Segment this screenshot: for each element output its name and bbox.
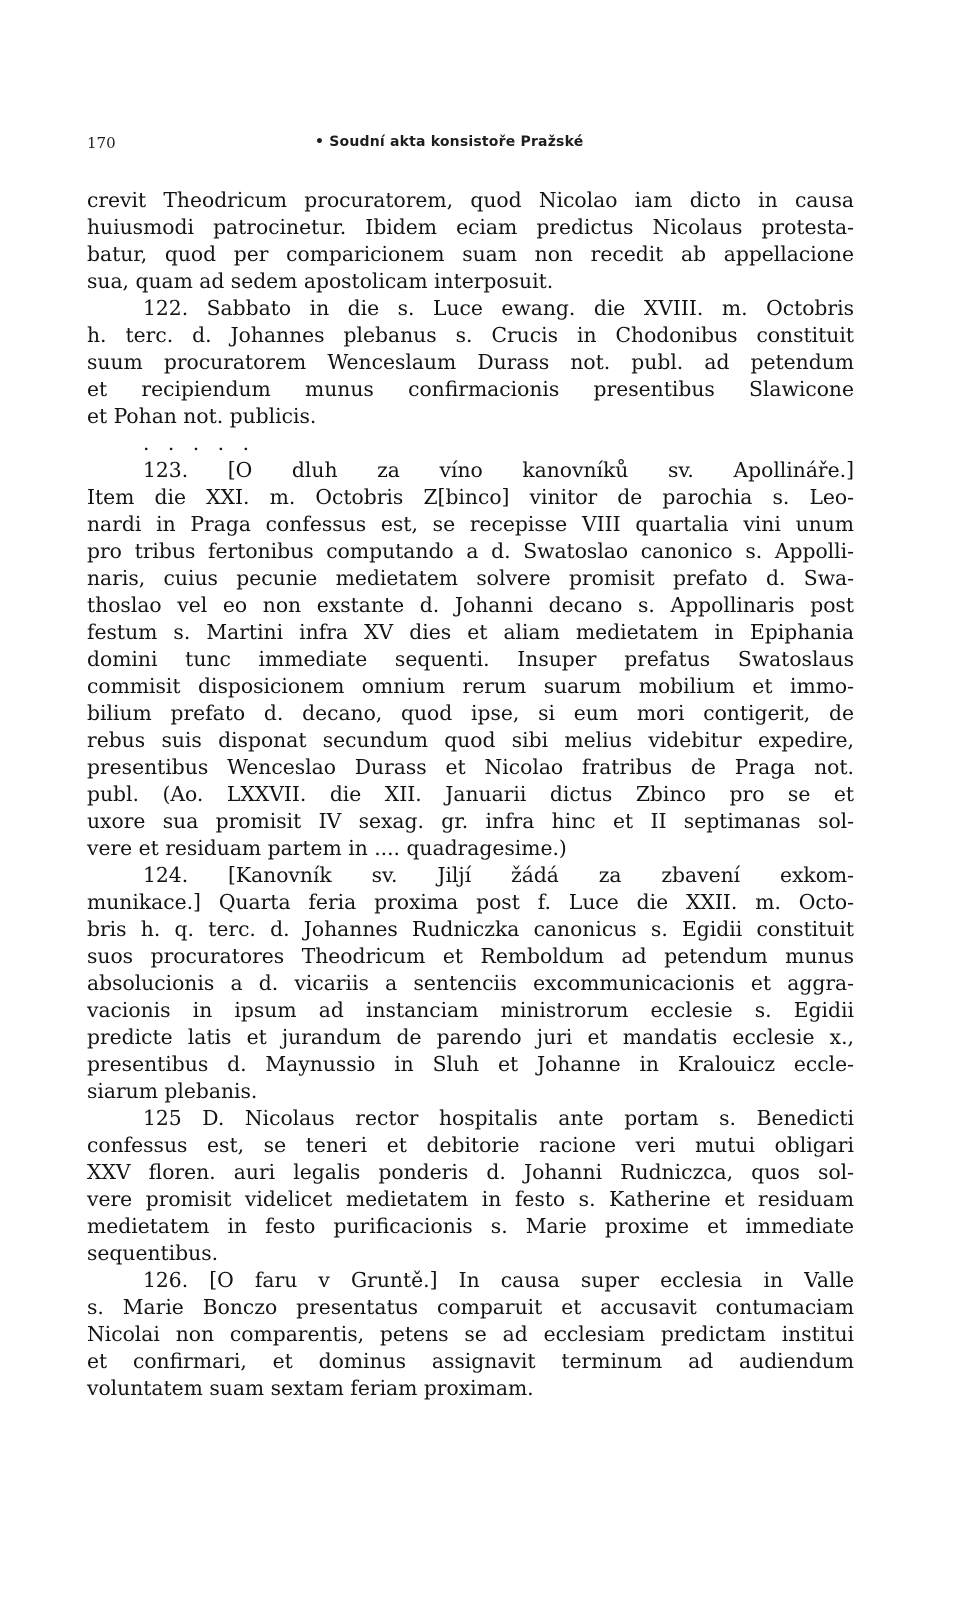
text-line: et recipiendum munus confirmacionis presentibus Slawicone <box>87 377 854 401</box>
text-line: uxore sua promisit IV sexag. gr. infra hinc et II septimanas sol- <box>87 809 854 833</box>
text-line: et Pohan not. publicis. <box>87 404 317 428</box>
text-line: . . . . . <box>143 431 256 455</box>
text-line: bilium prefato d. decano, quod ipse, si eum mori contigerit, de <box>87 701 854 725</box>
text-line: confessus est, se teneri et debitorie racione veri mutui obligari <box>87 1133 854 1157</box>
body-text <box>87 187 854 1402</box>
text-line: pro tribus fertonibus computando a d. Swatoslao canonico s. Appolli- <box>87 539 854 563</box>
text-line: huiusmodi patrocinetur. Ibidem eciam predictus Nicolaus protesta- <box>87 215 854 239</box>
text-line: predicte latis et jurandum de parendo juri et mandatis ecclesie x., <box>87 1025 854 1049</box>
text-line: 125 D. Nicolaus rector hospitalis ante portam s. Benedicti <box>143 1106 854 1130</box>
running-title: • Soudní akta konsistoře Pražské <box>315 134 584 150</box>
page-number: 170 <box>87 134 116 152</box>
text-line: sequentibus. <box>87 1241 219 1265</box>
text-line: absolucionis a d. vicariis a sentenciis excommunicacionis et aggra- <box>87 971 854 995</box>
text-line: vere promisit videlicet medietatem in festo s. Katherine et residuam <box>87 1187 854 1211</box>
text-line: suum procuratorem Wenceslaum Durass not. publ. ad petendum <box>87 350 854 374</box>
text-line: commisit disposicionem omnium rerum suarum mobilium et immo- <box>87 674 854 698</box>
text-line: bris h. q. terc. d. Johannes Rudniczka canonicus s. Egidii constituit <box>87 917 854 941</box>
text-line: 123. [O dluh za víno kanovníků sv. Apollináře.] <box>143 458 854 482</box>
text-line: vacionis in ipsum ad instanciam ministrorum ecclesie s. Egidii <box>87 998 854 1022</box>
text-line: festum s. Martini infra XV dies et aliam medietatem in Epiphania <box>87 620 854 644</box>
text-line: s. Marie Bonczo presentatus comparuit et accusavit contumaciam <box>87 1295 854 1319</box>
text-line: sua, quam ad sedem apostolicam interposuit. <box>87 269 554 293</box>
text-line: 126. [O faru v Gruntě.] In causa super ecclesia in Valle <box>143 1268 854 1292</box>
text-line: et confirmari, et dominus assignavit terminum ad audiendum <box>87 1349 854 1373</box>
text-line: XXV floren. auri legalis ponderis d. Johanni Rudniczca, quos sol- <box>87 1160 854 1184</box>
text-line: medietatem in festo purificacionis s. Marie proxime et immediate <box>87 1214 854 1238</box>
text-line: crevit Theodricum procuratorem, quod Nicolao iam dicto in causa <box>87 188 854 212</box>
text-line: h. terc. d. Johannes plebanus s. Crucis in Chodonibus constituit <box>87 323 854 347</box>
text-line: presentibus d. Maynussio in Sluh et Johanne in Kralouicz eccle- <box>87 1052 854 1076</box>
text-line: batur, quod per comparicionem suam non recedit ab appellacione <box>87 242 854 266</box>
text-line: voluntatem suam sextam feriam proximam. <box>87 1376 534 1400</box>
text-line: naris, cuius pecunie medietatem solvere promisit prefato d. Swa- <box>87 566 854 590</box>
text-line: siarum plebanis. <box>87 1079 258 1103</box>
text-line: presentibus Wenceslao Durass et Nicolao fratribus de Praga not. <box>87 755 854 779</box>
text-line: Item die XXI. m. Octobris Z[binco] vinitor de parochia s. Leo- <box>87 485 854 509</box>
text-line: domini tunc immediate sequenti. Insuper prefatus Swatoslaus <box>87 647 854 671</box>
text-line: 122. Sabbato in die s. Luce ewang. die XVIII. m. Octobris <box>143 296 854 320</box>
running-head <box>87 134 857 154</box>
text-line: suos procuratores Theodricum et Remboldum ad petendum munus <box>87 944 854 968</box>
text-line: nardi in Praga confessus est, se recepisse VIII quartalia vini unum <box>87 512 854 536</box>
text-line: Nicolai non comparentis, petens se ad ecclesiam predictam institui <box>87 1322 854 1346</box>
text-line: munikace.] Quarta feria proxima post f. Luce die XXII. m. Octo- <box>87 890 854 914</box>
text-line: vere et residuam partem in .... quadragesime.) <box>87 836 567 860</box>
text-line: publ. (Ao. LXXVII. die XII. Januarii dictus Zbinco pro se et <box>87 782 854 806</box>
text-line: thoslao vel eo non exstante d. Johanni decano s. Appollinaris post <box>87 593 854 617</box>
text-line: 124. [Kanovník sv. Jiljí žádá za zbavení exkom- <box>143 863 854 887</box>
text-line: rebus suis disponat secundum quod sibi melius videbitur expedire, <box>87 728 854 752</box>
